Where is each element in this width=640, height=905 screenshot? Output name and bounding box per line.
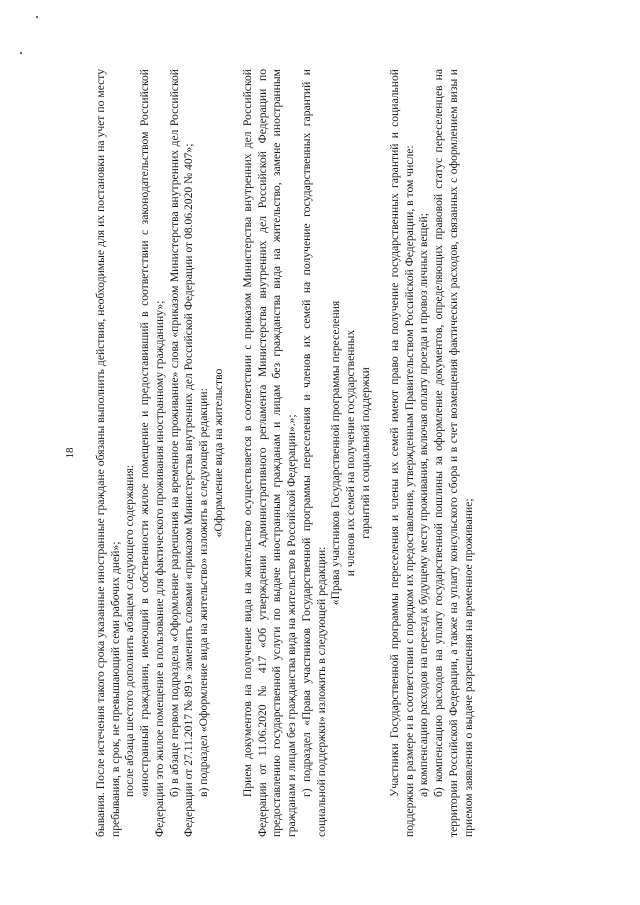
- paragraph: Прием документов на получение вида на жительство осуществляется в соответствии с приказом Министерства внутренних дел Российской Федерации от 11.06.2020 № 417 «Об утверждении Административного регламента Министерства внутренних дел Российской Федерации по предоставлению государственной услуги по выдаче иностранным гражданам и лицам без гражданства вида на жительство, замене иностранным гражданам и лицам без гражданства вида на жительство в Российской Федерации».»;: [241, 68, 299, 837]
- scan-speck: [20, 52, 22, 54]
- paragraph: Участники Государственной программы переселения и члены их семей имеют право на получение государственных гарантий и социальной поддержки в размере и в соответствии с порядком их предоставления, утвержденным Правительством Российской Федерации, в том числе:: [388, 68, 416, 837]
- section-heading: гарантий и социальной поддержки: [358, 366, 372, 539]
- paragraph: в) подраздел «Оформление вида на жительство» изложить в следующей редакции:: [196, 387, 210, 797]
- paragraph: б) в абзаце первом подраздела «Оформление разрешения на временное проживание» слова «приказом Министерства внутренних дел Российской Федерации от 27.11.2017 № 891» заменить словами «приказом Министерства внутренних дел Российской Федерации от 08.06.2020 № 407»;: [167, 68, 196, 837]
- rotated-page: [50, 53, 590, 853]
- document-body: [94, 69, 476, 837]
- scan-speck: [36, 16, 38, 18]
- page-number: 18: [64, 447, 76, 458]
- paragraph: после абзаца шестого дополнить абзацем следующего содержания:: [123, 464, 137, 797]
- paragraph: а) компенсацию расходов на переезд к будущему месту проживания, включая оплату проезда и провоз личных вещей;: [417, 212, 431, 797]
- paragraph: «иностранный гражданин, имеющий в собственности жилое помещение и предоставивший в соответствии с законодательством Российской Федерации это жилое помещение в пользование для фактического проживания иностранному гражданину»;: [138, 68, 166, 837]
- paragraph: г) подраздел «Права участников Государственной программы переселения и членов их семей на получение государственных гарантий и социальной поддержки» изложить в следующей редакции:: [299, 68, 328, 837]
- section-heading: и членов их семей на получение государственных: [343, 329, 357, 576]
- section-heading: «Оформление вида на жительство: [211, 368, 225, 537]
- section-heading: «Права участников Государственной программы переселения: [329, 300, 343, 605]
- paragraph: бывания. После истечения такого срока указанные иностранные граждане обязаны выполнить действия, необходимые для их постановки на учет по месту пребывания, в срок, не превышающий семи рабочих дней»;: [94, 68, 122, 837]
- paragraph: б) компенсацию расходов на уплату государственной пошлины за оформление документов, определяющих правовой статус переселенцев на территории Российской Федерации, а также на уплату консульского сбора и в счет возмещения фактических расходов, связанных с оформлением визы и приемом заявления о выдаче разрешения на временное проживание;: [432, 68, 475, 837]
